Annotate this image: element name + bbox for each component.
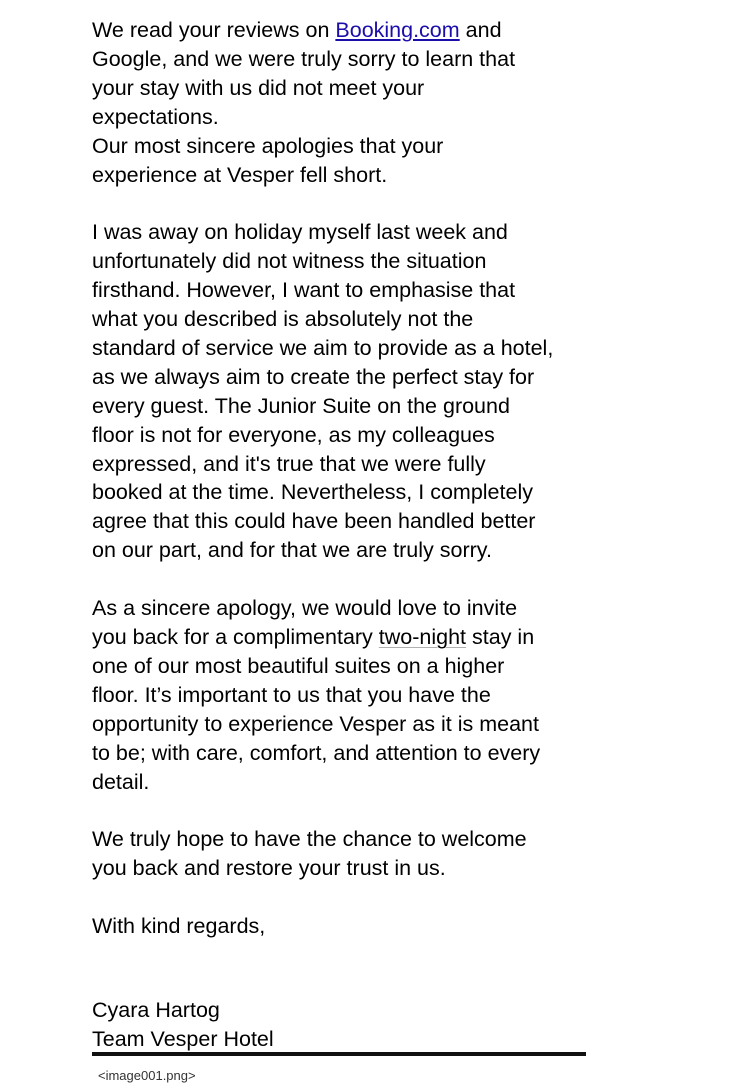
text-line: one of our most beautiful suites on a higher <box>92 653 505 678</box>
signature-team: Team Vesper Hotel <box>92 1026 274 1051</box>
signature-name: Cyara Hartog <box>92 998 220 1022</box>
text-line: detail. <box>92 769 150 794</box>
text-fragment: We read your reviews on <box>92 18 336 42</box>
image-attachment-placeholder[interactable]: <image001.png> <box>98 1068 196 1083</box>
signature-block <box>92 996 274 1054</box>
text-line: expectations. <box>92 104 219 129</box>
text-line: agree that this could have been handled better <box>92 509 536 534</box>
signature-divider <box>92 1052 586 1056</box>
text-line: Google, and we were truly sorry to learn that <box>92 46 516 71</box>
paragraph-explanation <box>92 218 602 565</box>
text-line: opportunity to experience Vesper as it is meant <box>92 711 539 736</box>
text-line: Our most sincere apologies that your <box>92 133 444 158</box>
text-line <box>92 16 602 45</box>
text-line: to be; with care, comfort, and attention to every <box>92 740 541 765</box>
text-line: experience at Vesper fell short. <box>92 162 388 187</box>
text-line: I was away on holiday myself last week and <box>92 220 508 245</box>
text-fragment: and <box>459 18 502 42</box>
paragraph-offer <box>92 594 602 796</box>
text-line: what you described is absolutely not the <box>92 307 474 332</box>
text-line: your stay with us did not meet your <box>92 75 425 100</box>
text-line <box>92 623 602 652</box>
text-line: floor is not for everyone, as my colleagues <box>92 422 495 447</box>
text-line: you back and restore your trust in us. <box>92 856 446 881</box>
text-fragment: you back for a complimentary <box>92 625 379 649</box>
paragraph-hope <box>92 825 602 883</box>
text-line: floor. It’s important to us that you have the <box>92 682 491 707</box>
text-line: on our part, and for that we are truly sorry. <box>92 538 492 563</box>
text-line: as we always aim to create the perfect stay for <box>92 364 535 389</box>
booking-link[interactable]: Booking.com <box>335 18 460 42</box>
text-line: As a sincere apology, we would love to invite <box>92 596 518 621</box>
paragraph-reviews <box>92 16 602 189</box>
text-line: expressed, and it's true that we were fully <box>92 451 486 476</box>
detected-duration-link[interactable]: two-night <box>378 625 467 649</box>
text-line: firsthand. However, I want to emphasise that <box>92 278 516 303</box>
text-line: every guest. The Junior Suite on the ground <box>92 393 510 418</box>
text-line: With kind regards, <box>92 914 266 939</box>
text-fragment: stay in <box>466 625 535 649</box>
closing-line <box>92 912 602 941</box>
email-body <box>92 16 602 970</box>
text-line: unfortunately did not witness the situation <box>92 249 487 274</box>
text-line: standard of service we aim to provide as a hotel, <box>92 335 554 360</box>
text-line: booked at the time. Nevertheless, I completely <box>92 480 533 505</box>
text-line: We truly hope to have the chance to welcome <box>92 827 527 852</box>
